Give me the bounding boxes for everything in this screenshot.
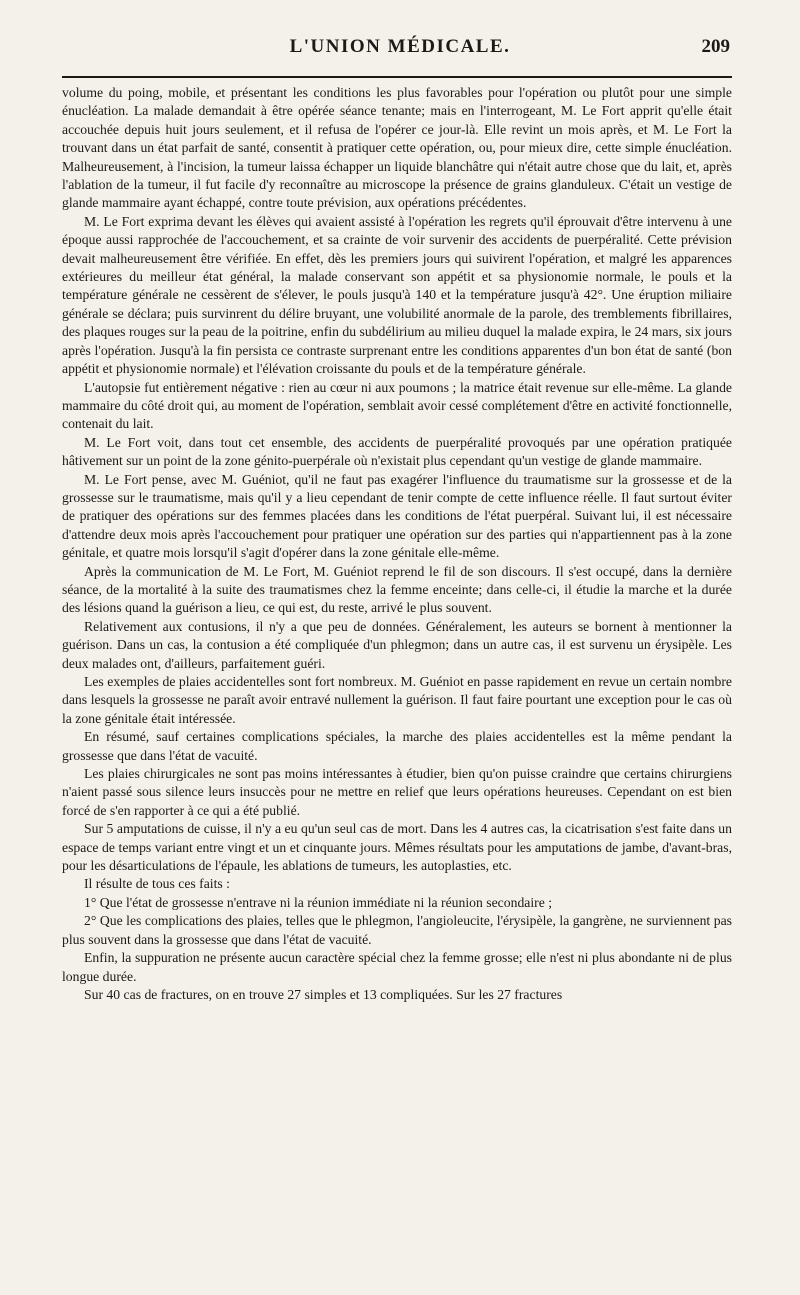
running-title: L'UNION MÉDICALE. [289, 36, 511, 57]
paragraph: Enfin, la suppuration ne présente aucun caractère spécial chez la femme grosse; elle n'est ni plus abondante ni de plus longue durée. [62, 950, 732, 984]
paragraph: Les plaies chirurgicales ne sont pas moins intéressantes à étudier, bien qu'on puisse craindre que certains chirurgiens n'aient passé sous silence leurs insuccès pour ne mettre en relief que leurs opérations heureuses. Cependant on est bien forcé de s'en rapporter à ce qui a été publié. [62, 766, 732, 818]
paragraph: En résumé, sauf certaines complications spéciales, la marche des plaies accidentelles est la même pendant la grossesse que dans l'état de vacuité. [62, 729, 732, 763]
paragraph: M. Le Fort voit, dans tout cet ensemble, des accidents de puerpéralité provoqués par une opération pratiquée hâtivement sur un point de la zone génito-puerpérale où n'existait plus cependant qu'un vestige de glande mammaire. [62, 434, 732, 469]
paragraph: Après la communication de M. Le Fort, M. Guéniot reprend le fil de son discours. Il s'est occupé, dans la dernière séance, de la mortalité à la suite des traumatismes chez la femme enceinte; dans celle-ci, il étudie la marche et la durée des lésions quand la guérison a lieu, ce qui est, du reste, arrivé le plus souvent. [62, 563, 732, 616]
paragraph: Sur 5 amputations de cuisse, il n'y a eu qu'un seul cas de mort. Dans les 4 autres cas, la cicatrisation s'est faite dans un espace de temps variant entre vingt et un et cinquante jours. Mêmes résultats pour les amputations de jambe, d'avant-bras, pour les désarticulations de l'épaule, les ablations de tumeurs, les autoplasties, etc. [62, 821, 732, 874]
body-text [62, 84, 732, 1004]
header-rule [62, 76, 732, 78]
list-item: 2° Que les complications des plaies, telles que le phlegmon, l'angioleucite, l'érysipèle, la gangrène, ne surviennent pas plus souvent dans la grossesse que dans l'état de vacuité. [62, 913, 732, 947]
paragraph: M. Le Fort exprima devant les élèves qui avaient assisté à l'opération les regrets qu'il éprouvait d'être intervenu à une époque aussi rapprochée de l'accouchement, et sa crainte de voir survenir des accidents de puerpéralité. Cette prévision devait malheureusement être vérifiée. En effet, dès les premiers jours qui suivirent l'opération, et malgré les apparences extérieures du meilleur état général, la malade conservant son appétit et sa physionomie normale, le pouls et la température générale ne cessèrent de s'élever, le pouls jusqu'à 140 et la température jusqu'à 42°. Une éruption miliaire générale se déclara; puis survinrent du délire bruyant, une volubilité anormale de la parole, des tremblements fibrillaires, des plaques rouges sur la peau de la poitrine, enfin du subdélirium au milieu duquel la malade expira, le 24 mars, six jours après l'opération. Jusqu'à la fin persista ce contraste surprenant entre les conditions apparentes d'un bon état de santé (bon appétit et physionomie normale) et l'élévation croissante du pouls et de la température générale. [62, 213, 732, 377]
page-number: 209 [701, 36, 730, 57]
paragraph: Relativement aux contusions, il n'y a que peu de données. Généralement, les auteurs se bornent à mentionner la guérison. Dans un cas, la contusion a été compliquée d'un phlegmon; dans un autre cas, il est survenu un érysipèle. Les deux malades ont, d'ailleurs, parfaitement guéri. [62, 618, 732, 671]
paragraph: Il résulte de tous ces faits : [84, 876, 230, 892]
paragraph: Les exemples de plaies accidentelles sont fort nombreux. M. Guéniot en passe rapidement en revue un certain nombre dans lesquels la grossesse ne paraît avoir entravé nullement la guérison. Il faut faire pourtant une exception pour le cas où la zone génitale était intéressée. [62, 674, 732, 726]
paragraph: M. Le Fort pense, avec M. Guéniot, qu'il ne faut pas exagérer l'influence du traumatisme sur la grossesse et de la grossesse sur le traumatisme, mais qu'il y a lieu cependant de tenir compte de cette influence réelle. Il faut surtout éviter de pratiquer des opérations sur des femmes placées dans les conditions de l'état puerpéral. Suivant lui, il est nécessaire d'attendre deux mois après l'accouchement pour pratiquer une opération sur des parties qui n'appartiennent pas à la zone génitale, et quatre mois lorsqu'il s'agit d'opérer dans la zone génitale elle-même. [62, 471, 732, 561]
page-header [70, 36, 730, 72]
paragraph: L'autopsie fut entièrement négative : rien au cœur ni aux poumons ; la matrice était revenue sur elle-même. La glande mammaire du côté droit qui, au moment de l'opération, semblait avoir cessé complétement d'être en activité fonctionnelle, contenait du lait. [62, 379, 732, 432]
paragraph: Sur 40 cas de fractures, on en trouve 27 simples et 13 compliquées. Sur les 27 fractures [84, 986, 563, 1002]
list-item: 1° Que l'état de grossesse n'entrave ni la réunion immédiate ni la réunion secondaire ; [84, 894, 553, 910]
paragraph: volume du poing, mobile, et présentant les conditions les plus favorables pour l'opération ou plutôt pour une simple énucléation. La malade demandait à être opérée séance tenante; mais en l'interrogeant, M. Le Fort apprit qu'elle était accouchée depuis huit jours seulement, et il refusa de l'opérer ce jour-là. Elle revint un mois après, et M. Le Fort la trouvant dans un état parfait de santé, consentit à pratiquer cette opération, ou, pour mieux dire, cette simple énucléation. Malheureusement, à l'incision, la tumeur laissa échapper un liquide blanchâtre qui n'était autre chose que du lait, et, après l'ablation de la tumeur, il fut facile d'y reconnaître au microscope la présence de grains glanduleux. C'était un vestige de glande mammaire ayant échappé, contre toute prévision, aux opérations précédentes. [62, 85, 732, 211]
